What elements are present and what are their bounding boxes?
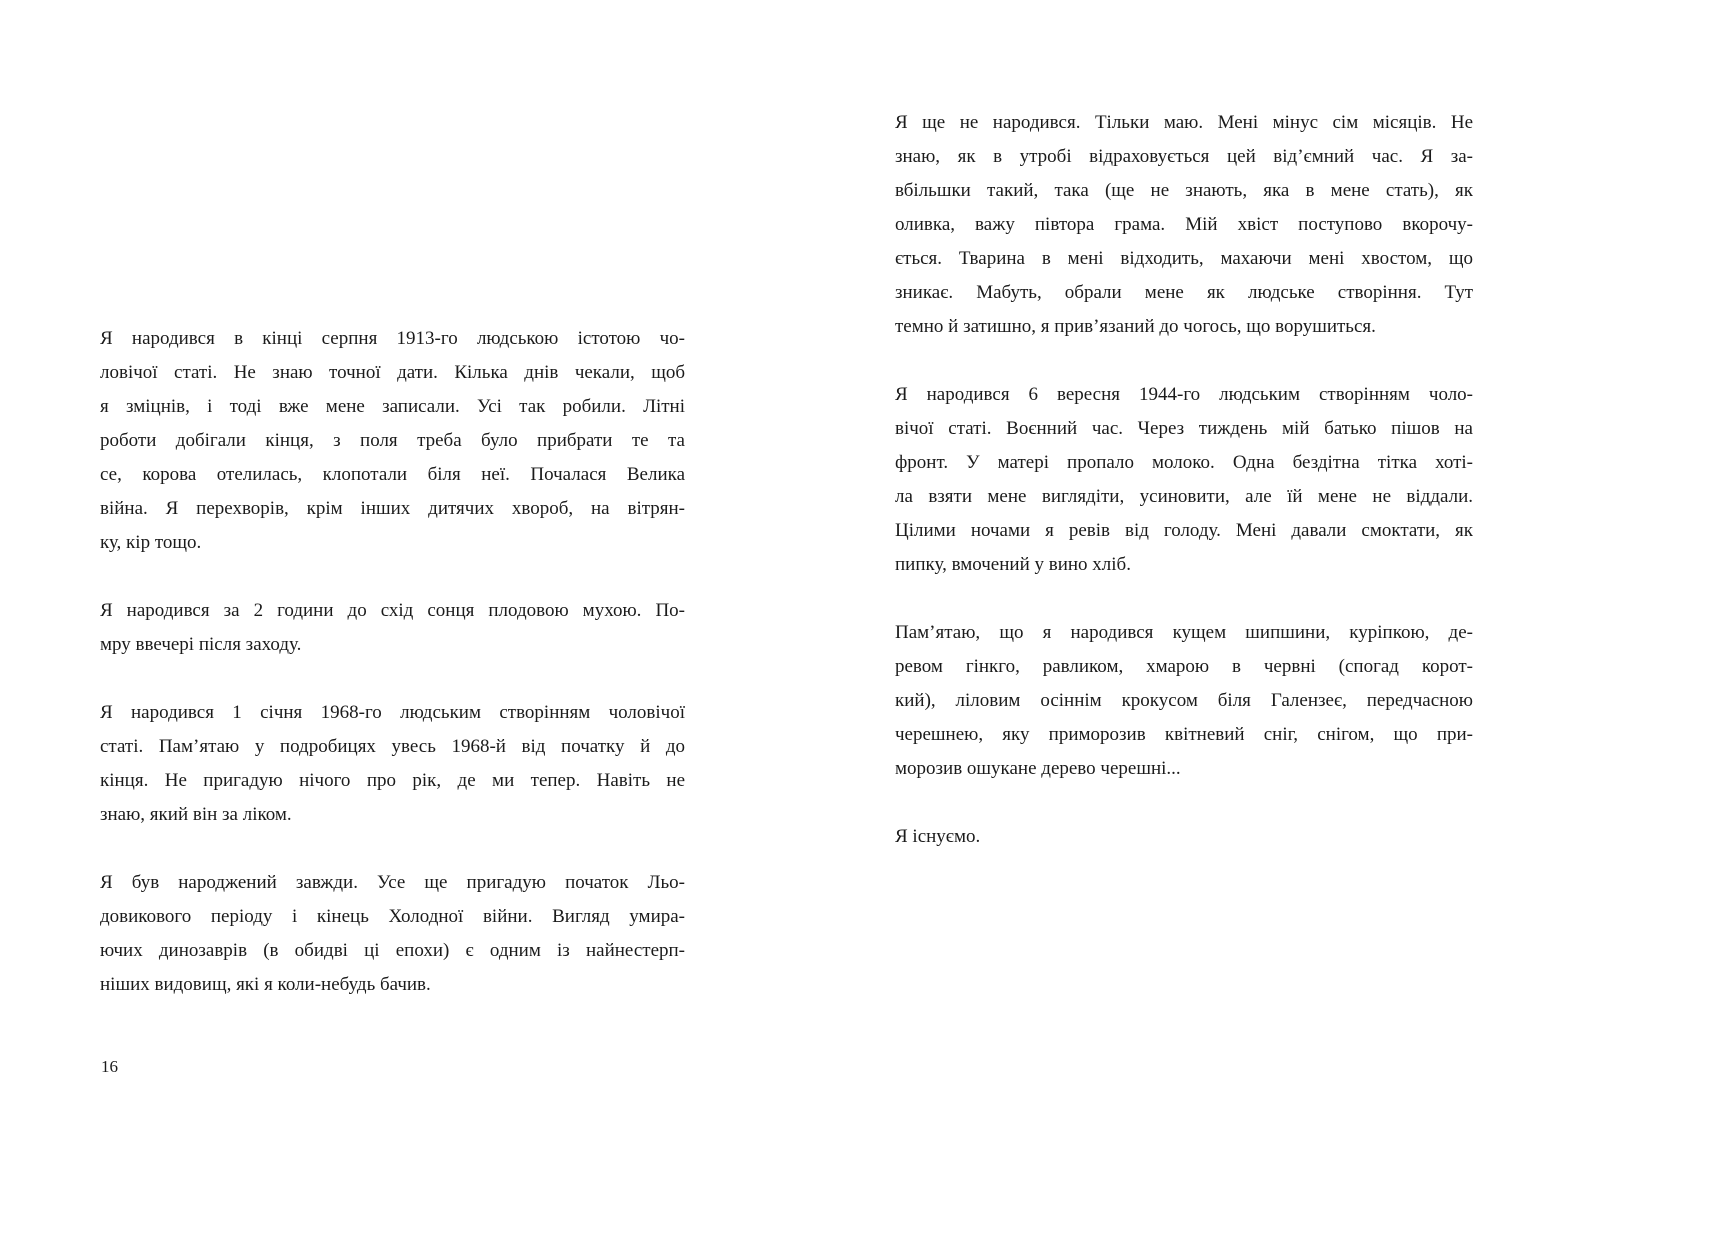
text-line: ревом гінкго, равликом, хмарою в червні (спогад корот- — [895, 656, 1473, 677]
text-line: Я народився за 2 години до схід сонця плодовою мухою. По- — [100, 600, 685, 621]
text-line: ніших видовищ, які я коли-небудь бачив. — [100, 974, 431, 995]
paragraph — [100, 696, 685, 832]
text-line: морозив ошукане дерево черешні... — [895, 758, 1181, 779]
text-line: темно й затишно, я прив’язаний до чогось, що ворушиться. — [895, 316, 1376, 337]
text-line: Я ще не народився. Тільки маю. Мені мінус сім місяців. Не — [895, 112, 1473, 133]
text-line: ла взяти мене виглядіти, усиновити, але їй мене не віддали. — [895, 486, 1473, 507]
paragraph — [100, 866, 685, 1002]
text-line: статі. Пам’ятаю у подробицях увесь 1968-й від початку й до — [100, 736, 685, 757]
text-line: пипку, вмочений у вино хліб. — [895, 554, 1131, 575]
text-line: кий), ліловим осіннім крокусом біля Галензеє, передчасною — [895, 690, 1473, 711]
text-line: роботи добігали кінця, з поля треба було прибрати те та — [100, 430, 685, 451]
text-line: знаю, як в утробі відраховується цей від’ємний час. Я за- — [895, 146, 1473, 167]
left-page-text — [100, 322, 685, 1002]
text-line: вбільшки такий, така (ще не знають, яка в мене стать), як — [895, 180, 1473, 201]
paragraph — [895, 378, 1473, 582]
text-line: я зміцнів, і тоді вже мене записали. Усі так робили. Літні — [100, 396, 685, 417]
page-number: 16 — [101, 1057, 118, 1076]
text-line: ловічої статі. Не знаю точної дати. Кілька днів чекали, щоб — [100, 362, 685, 383]
text-line: Я народився 1 січня 1968-го людським створінням чоловічої — [100, 702, 685, 723]
text-line: се, корова отелилась, клопотали біля неї. Почалася Велика — [100, 464, 685, 485]
text-line: оливка, важу півтора грама. Мій хвіст поступово вкорочу- — [895, 214, 1473, 235]
paragraph — [895, 106, 1473, 344]
text-line: фронт. У матері пропало молоко. Одна бездітна тітка хоті- — [895, 452, 1473, 473]
paragraph — [895, 820, 1473, 854]
text-line: знаю, який він за ліком. — [100, 804, 292, 825]
text-line: війна. Я перехворів, крім інших дитячих хвороб, на вітрян- — [100, 498, 685, 519]
text-line: Я народився в кінці серпня 1913-го людською істотою чо- — [100, 328, 685, 349]
paragraph — [100, 594, 685, 662]
text-line: ючих динозаврів (в обидві ці епохи) є одним із найнестерп- — [100, 940, 685, 961]
text-line: кінця. Не пригадую нічого про рік, де ми тепер. Навіть не — [100, 770, 685, 791]
text-line: Пам’ятаю, що я народився кущем шипшини, куріпкою, де- — [895, 622, 1473, 643]
paragraph — [100, 322, 685, 560]
text-line: довикового періоду і кінець Холодної війни. Вигляд умира- — [100, 906, 685, 927]
text-line: Я народився 6 вересня 1944-го людським створінням чоло- — [895, 384, 1473, 405]
text-line: вічої статі. Воєнний час. Через тиждень мій батько пішов на — [895, 418, 1473, 439]
text-line: Я існуємо. — [895, 826, 981, 847]
text-line: ку, кір тощо. — [100, 532, 202, 553]
text-line: зникає. Мабуть, обрали мене як людське створіння. Тут — [895, 282, 1473, 303]
text-line: мру ввечері після заходу. — [100, 634, 302, 655]
text-line: Цілими ночами я ревів від голоду. Мені давали смоктати, як — [895, 520, 1473, 541]
right-page-text — [895, 106, 1473, 854]
text-line: Я був народжений завжди. Усе ще пригадую початок Льо- — [100, 872, 685, 893]
text-line: черешнею, яку приморозив квітневий сніг, снігом, що при- — [895, 724, 1473, 745]
text-line: ється. Тварина в мені відходить, махаючи мені хвостом, що — [895, 248, 1473, 269]
paragraph — [895, 616, 1473, 786]
